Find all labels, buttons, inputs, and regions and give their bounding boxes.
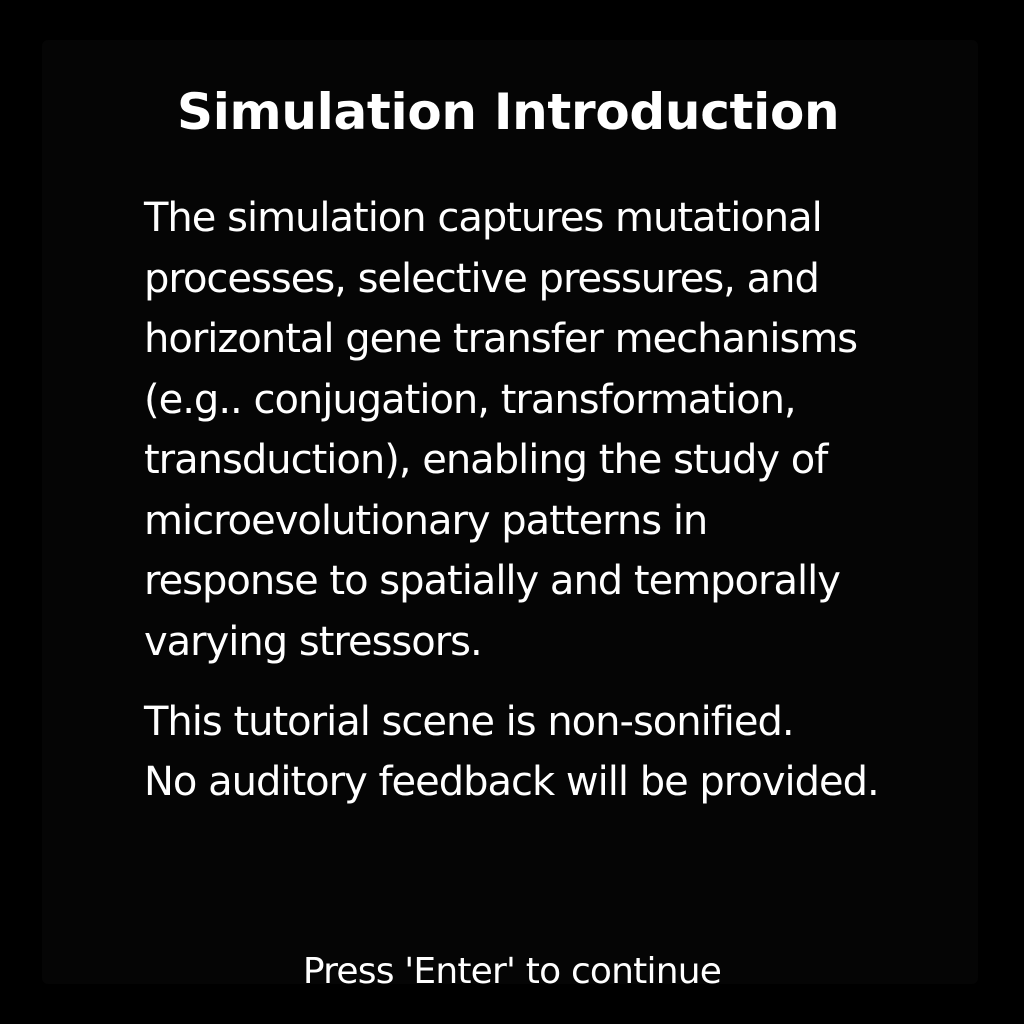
description-line: response to spatially and temporally bbox=[144, 558, 840, 604]
description-line: varying stressors. bbox=[144, 618, 482, 665]
notice-line: This tutorial scene is non-sonified. bbox=[144, 699, 794, 745]
notice-line: No auditory feedback will be provided. bbox=[144, 759, 879, 805]
simulation-description bbox=[144, 188, 857, 672]
continue-prompt[interactable]: Press 'Enter' to continue bbox=[302, 951, 722, 992]
page-title: Simulation Introduction bbox=[177, 83, 840, 141]
description-line: horizontal gene transfer mechanisms bbox=[144, 316, 858, 362]
description-line: transduction), enabling the study of bbox=[144, 437, 828, 483]
description-line: microevolutionary patterns in bbox=[144, 497, 708, 544]
description-line: processes, selective pressures, and bbox=[144, 255, 819, 302]
sonification-notice bbox=[144, 692, 879, 812]
description-line: The simulation captures mutational bbox=[144, 195, 822, 241]
description-line: (e.g.. conjugation, transformation, bbox=[144, 376, 796, 423]
